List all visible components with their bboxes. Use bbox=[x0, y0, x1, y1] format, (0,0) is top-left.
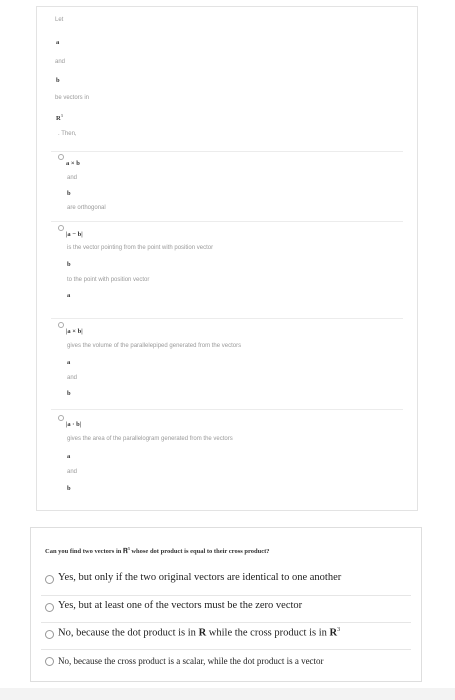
q1-option-4-line: a bbox=[67, 453, 71, 460]
intro-be-vectors-in: be vectors in bbox=[55, 95, 90, 101]
question-1-card bbox=[36, 6, 418, 511]
q1-option-3-line: gives the volume of the parallelepiped generated from the vectors bbox=[67, 343, 242, 349]
intro-then: . Then, bbox=[58, 131, 77, 137]
q2-option-3-radio[interactable] bbox=[45, 630, 54, 639]
q1-option-4-radio[interactable] bbox=[58, 415, 64, 421]
q1-option-1-line: and bbox=[67, 175, 78, 181]
q1-option-1-line: are orthogonal bbox=[67, 205, 106, 211]
q2-option-2[interactable] bbox=[31, 595, 421, 622]
q1-option-2-line: to the point with position vector bbox=[67, 277, 150, 283]
intro-vector-b: b bbox=[56, 77, 60, 84]
intro-vector-a: a bbox=[56, 39, 60, 46]
divider bbox=[51, 409, 403, 410]
intro-and: and bbox=[55, 59, 66, 65]
q2-option-1[interactable] bbox=[31, 567, 421, 594]
divider bbox=[51, 221, 403, 222]
q1-option-3-line: a bbox=[67, 359, 71, 366]
q1-option-1-radio[interactable] bbox=[58, 154, 64, 160]
footer-bar bbox=[0, 688, 455, 700]
q2-option-3[interactable] bbox=[31, 622, 421, 649]
q2-option-1-label: Yes, but only if the two original vectors are identical to one another bbox=[58, 572, 342, 583]
question-2-card bbox=[30, 527, 422, 682]
q1-option-4-line: b bbox=[67, 485, 71, 492]
q2-option-2-radio[interactable] bbox=[45, 603, 54, 612]
q1-option-1-math: a × b bbox=[66, 160, 80, 167]
q1-option-3-math: |a × b| bbox=[66, 328, 83, 335]
intro-r3: $R^3$ bbox=[56, 113, 63, 123]
q1-option-4-line: gives the area of the parallelogram generated from the vectors bbox=[67, 436, 233, 442]
q2-option-2-label: Yes, but at least one of the vectors must be the zero vector bbox=[58, 600, 303, 611]
q1-option-2-line: is the vector pointing from the point with position vector bbox=[67, 245, 214, 251]
q1-option-1-line: b bbox=[67, 190, 71, 197]
question-2-prompt: Can you find two vectors in 𝐑$^3$ whose dot product is equal to their cross product? bbox=[45, 546, 270, 556]
divider bbox=[51, 318, 403, 319]
q1-option-3-line: b bbox=[67, 390, 71, 397]
q1-option-3-line: and bbox=[67, 375, 78, 381]
q2-option-1-radio[interactable] bbox=[45, 575, 54, 584]
q1-option-3-radio[interactable] bbox=[58, 322, 64, 328]
q1-option-4-math: |a · b| bbox=[66, 421, 82, 428]
q1-option-2-line: b bbox=[67, 261, 71, 268]
q1-option-2-line: a bbox=[67, 292, 71, 299]
q2-option-4-label: No, because the cross product is a scalar, while the dot product is a vector bbox=[58, 656, 324, 666]
divider bbox=[51, 151, 403, 152]
intro-let: Let bbox=[55, 17, 64, 23]
q1-option-4-line: and bbox=[67, 469, 78, 475]
q2-option-4-radio[interactable] bbox=[45, 657, 54, 666]
q1-option-2-radio[interactable] bbox=[58, 225, 64, 231]
q1-option-2-math: |a − b| bbox=[66, 231, 83, 238]
q2-option-3-label: No, because the dot product is in R while the cross product is in $R^3$ bbox=[58, 627, 341, 639]
q2-option-4[interactable] bbox=[31, 649, 421, 676]
